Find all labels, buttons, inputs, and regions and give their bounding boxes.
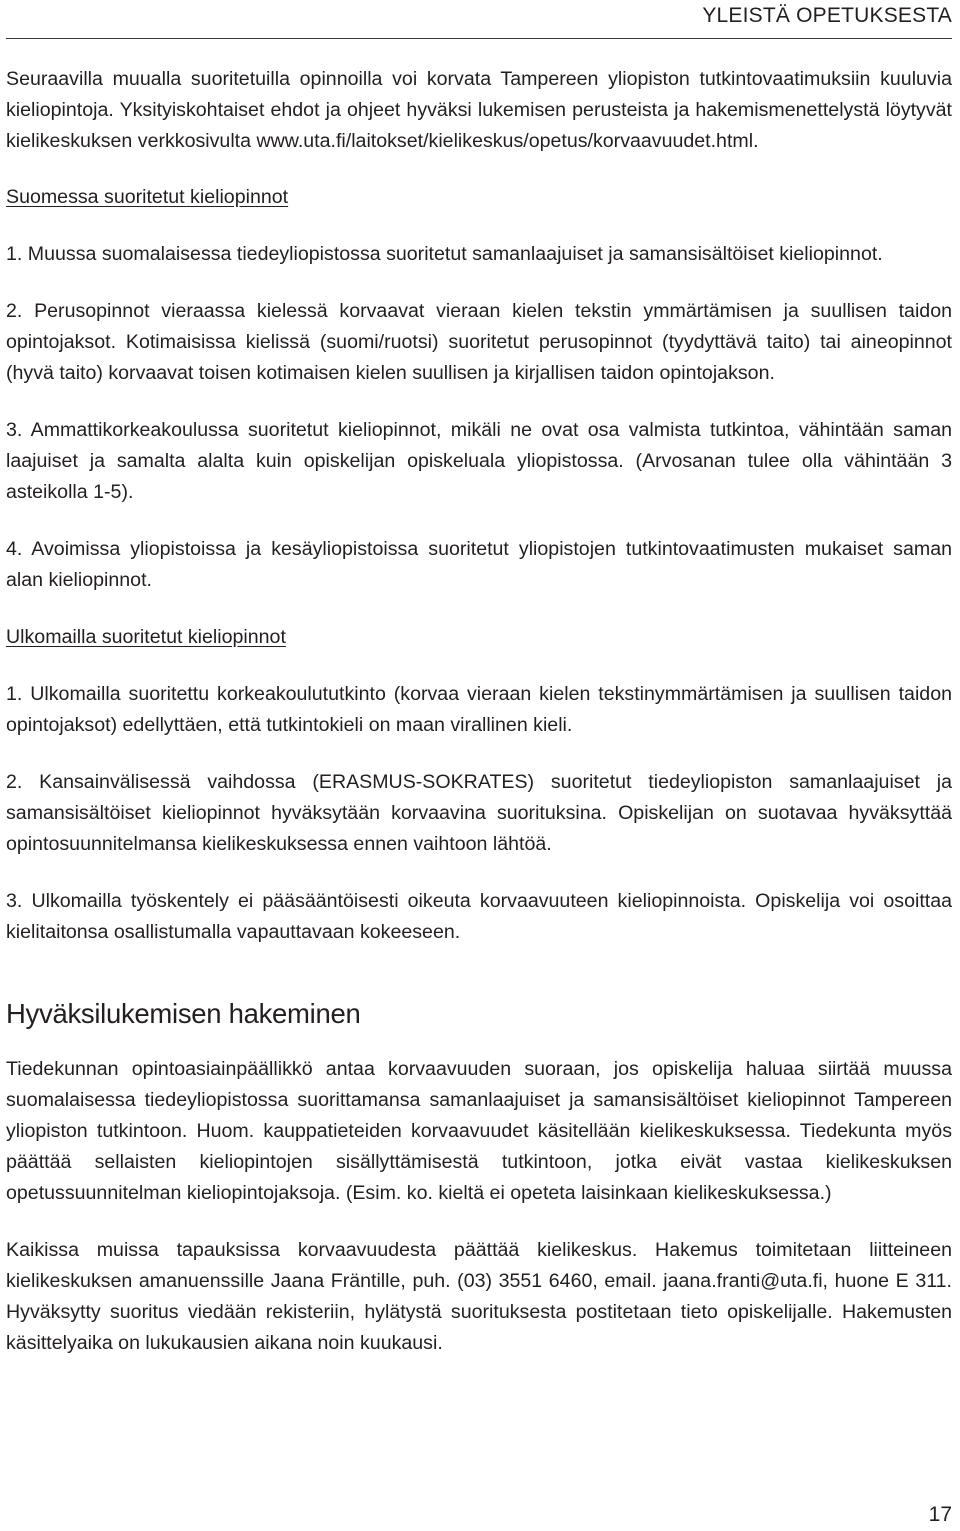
intro-paragraph: Seuraavilla muualla suoritetuilla opinnoilla voi korvata Tampereen yliopiston tutkintovaatimuksiin kuuluvia kieliopintoja. Yksityiskohtaiset ehdot ja ohjeet hyväksi lukemisen perusteista ja hakemismenettelystä löytyvät kielikeskuksen verkkosivulta www.uta.fi/laitokset/kielikeskus/opetus/korvaavuudet.html. xyxy=(6,68,952,152)
abroad-studies-heading: Ulkomailla suoritetut kieliopinnot xyxy=(6,626,286,648)
abroad-item-1: 1. Ulkomailla suoritettu korkeakoulututkinto (korvaa vieraan kielen tekstinymmärtämisen ja suullisen taidon opintojaksot) edellyttäen, että tutkintokieli on maan virallinen kieli. xyxy=(6,683,952,736)
page-number: 17 xyxy=(928,1503,952,1526)
domestic-item-3: 3. Ammattikorkeakoulussa suoritetut kieliopinnot, mikäli ne ovat osa valmista tutkintoa, vähintään saman laajuiset ja samalta alalta kuin opiskelijan opiskeluala yliopistossa. (Arvosanan tulee olla vähintään 3 asteikolla 1-5). xyxy=(6,419,952,503)
page-header xyxy=(0,0,960,42)
application-heading: Hyväksilukemisen hakeminen xyxy=(6,998,361,1029)
header-divider xyxy=(6,38,952,39)
abroad-item-2: 2. Kansainvälisessä vaihdossa (ERASMUS-SOKRATES) suoritetut tiedeyliopiston samanlaajuiset ja samansisältöiset kieliopinnot hyväksytään korvaavina suorituksina. Opiskelijan on suotavaa hyväksyttää opintosuunnitelmansa kielikeskuksessa ennen vaihtoon lähtöä. xyxy=(6,771,952,855)
abroad-item-3: 3. Ulkomailla työskentely ei pääsääntöisesti oikeuta korvaavuuteen kieliopinnoista. Opiskelija voi osoittaa kielitaitonsa osallistumalla vapauttavaan kokeeseen. xyxy=(6,890,952,943)
domestic-item-2: 2. Perusopinnot vieraassa kielessä korvaavat vieraan kielen tekstin ymmärtämisen ja suullisen taidon opintojaksot. Kotimaisissa kielissä (suomi/ruotsi) suoritetut perusopinnot (tyydyttävä taito) tai aineopinnot (hyvä taito) korvaavat toisen kotimaisen kielen suullisen ja kirjallisen taidon opintojakson. xyxy=(6,300,952,384)
domestic-studies-heading: Suomessa suoritetut kieliopinnot xyxy=(6,186,289,208)
application-paragraph-1: Tiedekunnan opintoasiainpäällikkö antaa korvaavuuden suoraan, jos opiskelija haluaa siirtää muussa suomalaisessa tiedeyliopistossa suorittamansa samanlaajuiset ja samansisältöiset kieliopinnot Tampereen yliopiston tutkintoon. Huom. kauppatieteiden korvaavuudet käsitellään kielikeskuksessa. Tiedekunta myös päättää sellaisten kieliopintojen sisällyttämisestä tutkintoon, jotka eivät vastaa kielikeskuksen opetussuunnitelman kieliopintojaksoja. (Esim. ko. kieltä ei opeteta laisinkaan kielikeskuksessa.) xyxy=(6,1058,952,1204)
domestic-item-1: 1. Muussa suomalaisessa tiedeyliopistossa suoritetut samanlaajuiset ja samansisältöiset kieliopinnot. xyxy=(6,243,883,265)
domestic-item-4: 4. Avoimissa yliopistoissa ja kesäyliopistoissa suoritetut yliopistojen tutkintovaatimusten mukaiset saman alan kieliopinnot. xyxy=(6,538,952,591)
page-content xyxy=(6,64,952,1385)
section-title: YLEISTÄ OPETUKSESTA xyxy=(702,4,952,27)
application-paragraph-2: Kaikissa muissa tapauksissa korvaavuudesta päättää kielikeskus. Hakemus toimitetaan liitteineen kielikeskuksen amanuenssille Jaana Fräntille, puh. (03) 3551 6460, email. jaana.franti@uta.fi, huone E 311. Hyväksytty suoritus viedään rekisteriin, hylätystä suorituksesta postitetaan tieto opiskelijalle. Hakemusten käsittelyaika on lukukausien aikana noin kuukausi. xyxy=(6,1239,952,1354)
